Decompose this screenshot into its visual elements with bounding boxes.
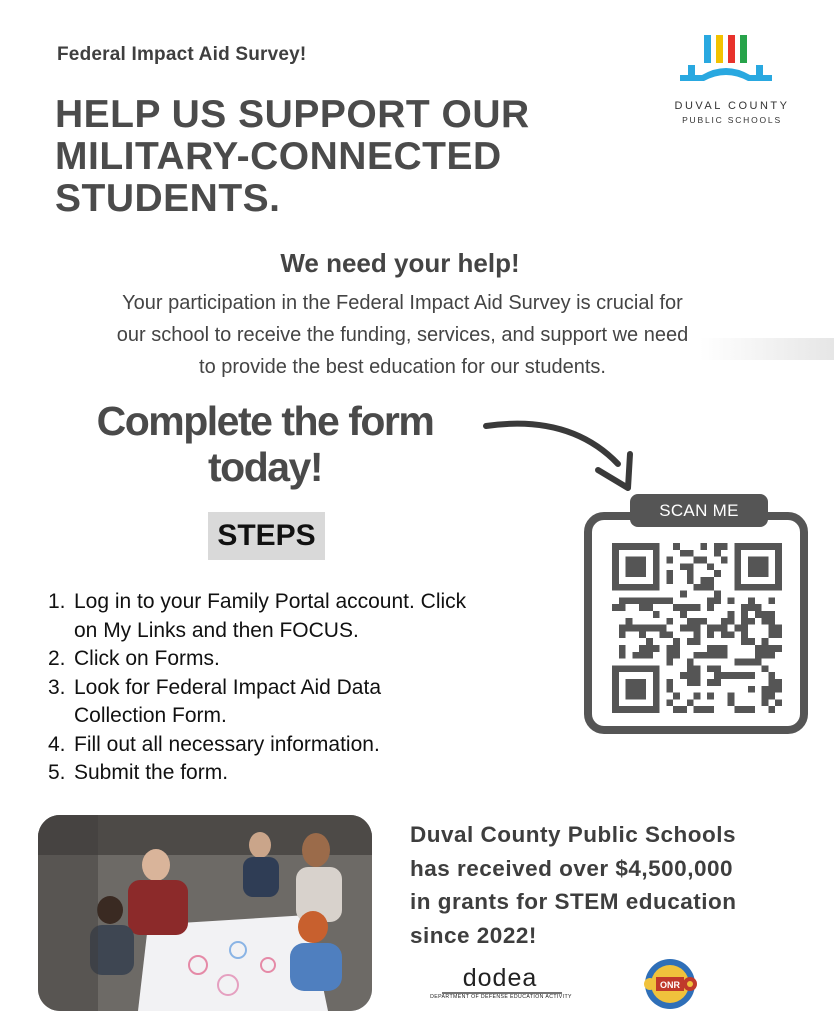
survey-title: Federal Impact Aid Survey! — [57, 44, 307, 65]
svg-text:ONR: ONR — [660, 980, 680, 990]
intro-line-3: to provide the best education for our students. — [199, 356, 606, 378]
grants-line-4: since 2022! — [410, 922, 537, 948]
step-text: Log in to your Family Portal account. Click — [74, 590, 467, 613]
dodea-subtitle: DEPARTMENT OF DEFENSE EDUCATION ACTIVITY — [430, 994, 572, 1000]
list-item — [48, 588, 568, 645]
intro-line-2: our school to receive the funding, services, and support we need — [116, 324, 689, 346]
classroom-photo — [38, 815, 372, 1011]
step-number: 3. — [48, 675, 66, 699]
intro-paragraph — [40, 287, 765, 383]
headline-line-2: MILITARY-CONNECTED — [55, 135, 502, 178]
dodea-wordmark: dodea — [462, 964, 538, 992]
step-number: 5. — [48, 761, 66, 784]
list-item — [48, 731, 568, 760]
cta-line-1: Complete the form — [96, 398, 434, 444]
logo-text-line-2: PUBLIC SCHOOLS — [682, 115, 782, 125]
grants-line-3: in grants for STEM education — [410, 889, 737, 914]
grants-statement — [410, 818, 820, 952]
step-text: Look for Federal Impact Aid Data — [74, 675, 381, 699]
step-number: 1. — [48, 590, 66, 613]
step-number: 4. — [48, 732, 66, 756]
headline-line-1: HELP US SUPPORT OUR — [55, 93, 530, 136]
need-help-heading: We need your help! — [280, 248, 520, 278]
grants-line-2: has received over $4,500,000 — [410, 855, 733, 881]
scan-me-label: SCAN ME — [630, 494, 768, 527]
step-text: Click on Forms. — [74, 647, 220, 670]
intro-line-1: Your participation in the Federal Impact Aid Survey is crucial for — [122, 292, 683, 314]
headline-line-3: STUDENTS. — [55, 177, 281, 220]
onr-seal-icon — [636, 958, 744, 1010]
step-text: Fill out all necessary information. — [74, 732, 380, 756]
step-number: 2. — [48, 647, 66, 670]
cta-heading — [45, 398, 485, 490]
grants-line-1: Duval County Public Schools — [410, 822, 737, 847]
list-item — [48, 645, 568, 674]
steps-list — [48, 588, 568, 788]
list-item — [48, 759, 568, 788]
list-item — [48, 674, 568, 731]
headline — [55, 94, 615, 220]
scan-glare — [700, 338, 834, 360]
steps-heading: STEPS — [208, 512, 325, 560]
step-text: Submit the form. — [74, 761, 229, 784]
qr-code-icon[interactable] — [612, 543, 782, 713]
logo-text-line-1: DUVAL COUNTY — [674, 100, 790, 112]
cta-line-2: today! — [208, 444, 322, 490]
step-text: on My Links and then FOCUS. — [74, 618, 359, 642]
curved-arrow-icon — [480, 410, 650, 500]
step-text: Collection Form. — [74, 704, 227, 727]
